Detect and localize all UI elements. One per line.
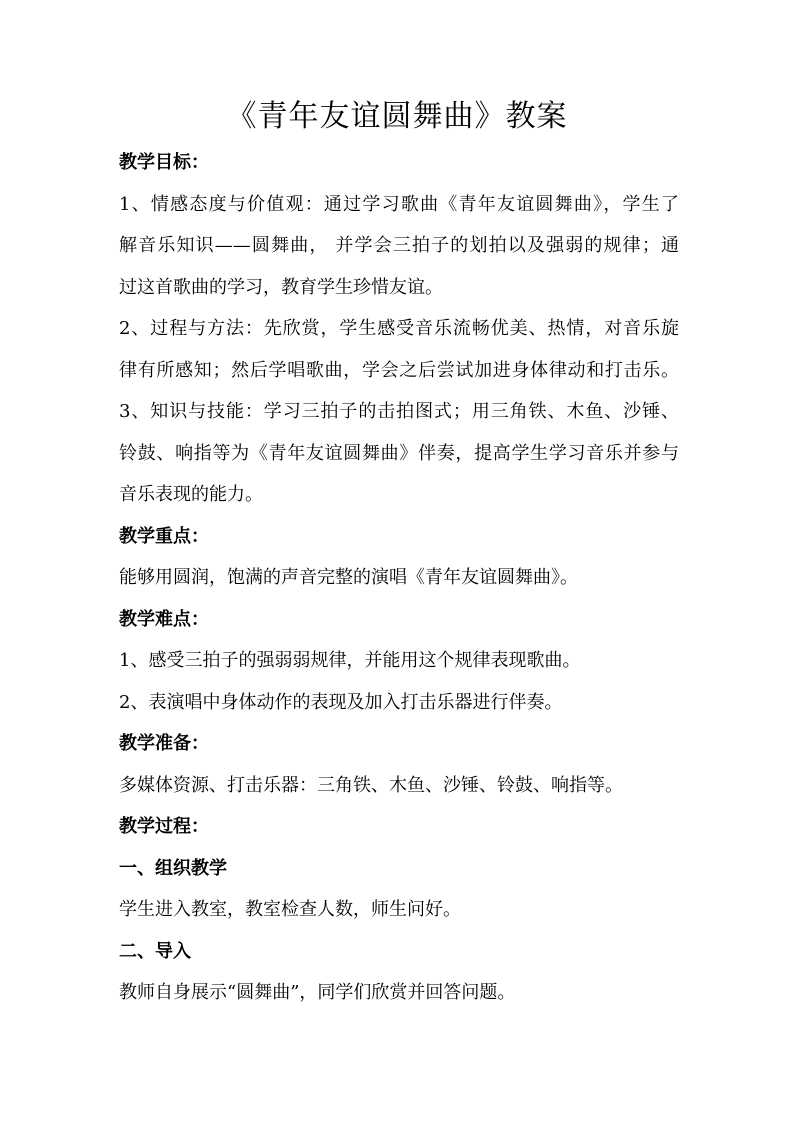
difficulty-item-1: 1、感受三拍子的强弱弱规律，并能用这个规律表现歌曲。: [119, 650, 581, 671]
goals-heading: 教学目标：: [119, 152, 209, 173]
step1-heading: 一、组织教学: [119, 857, 227, 879]
difficulties-heading: 教学难点：: [119, 608, 209, 630]
step1-text: 学生进入教室，教室检查人数，师生问好。: [119, 899, 461, 920]
goal1-line2: 解音乐知识——圆舞曲， 并学会三拍子的划拍以及强弱的规律；通: [119, 235, 679, 256]
key-points-text: 能够用圆润，饱满的声音完整的演唱《青年友谊圆舞曲》。: [119, 567, 578, 588]
process-heading: 教学过程：: [119, 816, 209, 837]
preparation-text: 多媒体资源、打击乐器：三角铁、木鱼、沙锤、铃鼓、响指等。: [119, 774, 623, 796]
goal2-line2: 律有所感知；然后学唱歌曲，学会之后尝试加进身体律动和打击乐。: [119, 359, 679, 381]
goal3-line3: 音乐表现的能力。: [119, 484, 263, 505]
difficulty-item-2: 2、表演唱中身体动作的表现及加入打击乐器进行伴奏。: [119, 691, 563, 713]
step2-text: 教师自身展示“圆舞曲”，同学们欣赏并回答问题。: [119, 982, 516, 1003]
step2-heading: 二、导入: [119, 940, 191, 962]
goal1-line1: 1、情感态度与价值观：通过学习歌曲《青年友谊圆舞曲》，学生了: [119, 193, 679, 215]
goal1-line3: 过这首歌曲的学习，教育学生珍惜友谊。: [119, 276, 443, 298]
goal3-line2: 铃鼓、响指等为《青年友谊圆舞曲》伴奏，提高学生学习音乐并参与: [119, 442, 679, 464]
key-points-heading: 教学重点：: [119, 525, 209, 547]
goal3-line1: 3、知识与技能：学习三拍子的击拍图式；用三角铁、木鱼、沙锤、: [119, 401, 679, 422]
document-body: [119, 142, 679, 1014]
goal2-line1: 2、过程与方法：先欣赏，学生感受音乐流畅优美、热情，对音乐旋: [119, 318, 679, 339]
document-title: 《青年友谊圆舞曲》教案: [226, 99, 568, 134]
preparation-heading: 教学准备：: [119, 733, 209, 754]
